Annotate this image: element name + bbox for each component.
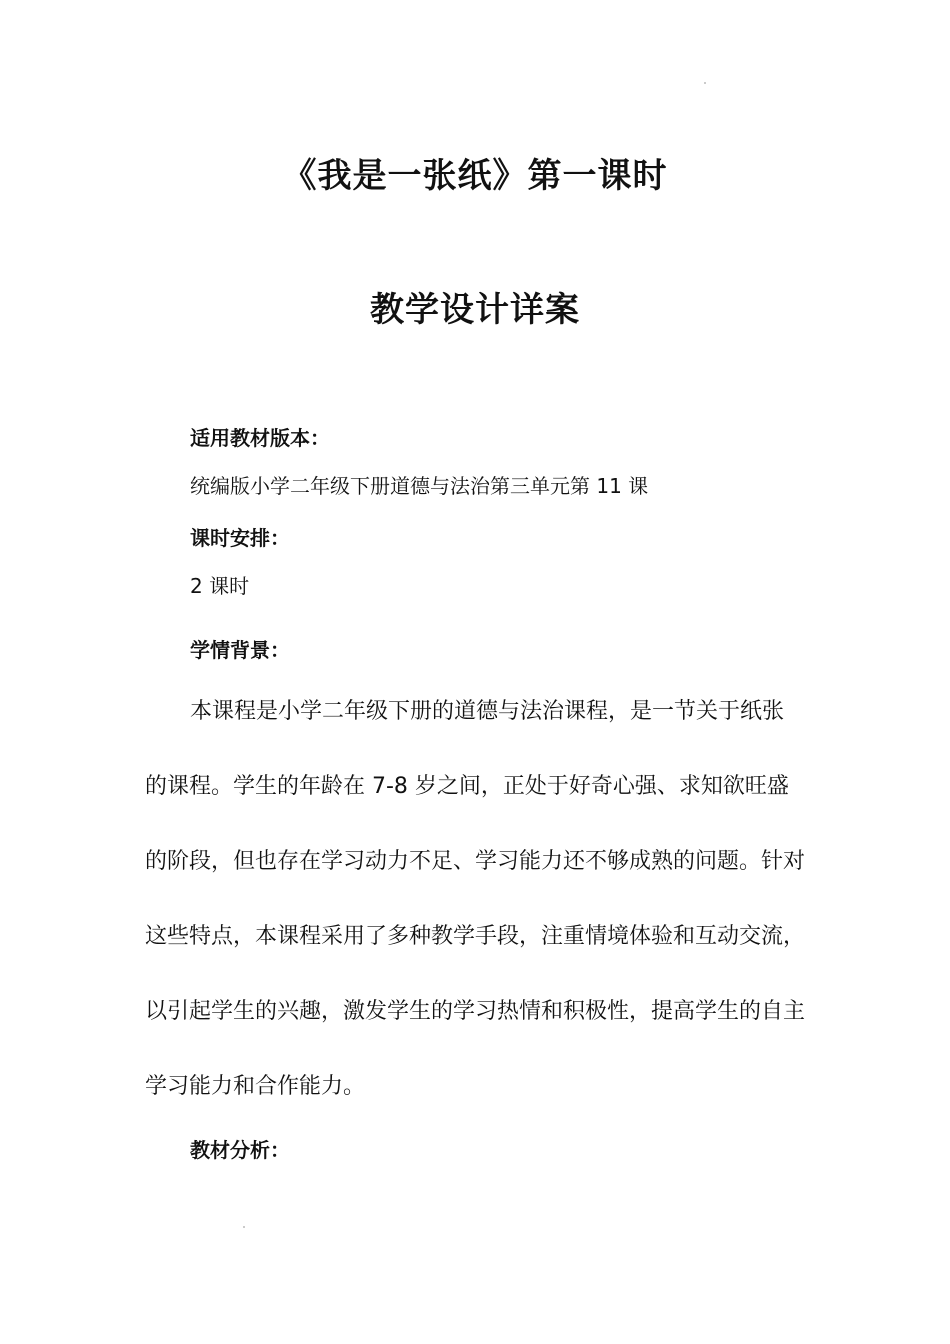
schedule-value: 2 课时 [190,574,250,598]
schedule-label: 课时安排： [190,526,290,550]
analysis-label: 教材分析： [190,1138,290,1162]
document-title: 《我是一张纸》第一课时 [282,156,668,196]
page-mark [704,82,706,84]
textbook-label: 适用教材版本： [190,426,330,450]
document-subtitle: 教学设计详案 [370,290,580,330]
textbook-value: 统编版小学二年级下册道德与法治第三单元第 11 课 [190,474,649,498]
page-mark [243,1226,245,1228]
background-paragraph: 本课程是小学二年级下册的道德与法治课程，是一节关于纸张的课程。学生的年龄在 7-8 岁之间，正处于好奇心强、求知欲旺盛的阶段，但也存在学习动力不足、学习能力还不够成熟的问题。针对这些特点，本课程采用了多种教学手段，注重情境体验和互动交流，以引起学生的兴趣，激发学生的学习热情和积极性，提高学生的自主学习能力和合作能力。 [145,699,806,1099]
background-label: 学情背景： [190,638,290,662]
